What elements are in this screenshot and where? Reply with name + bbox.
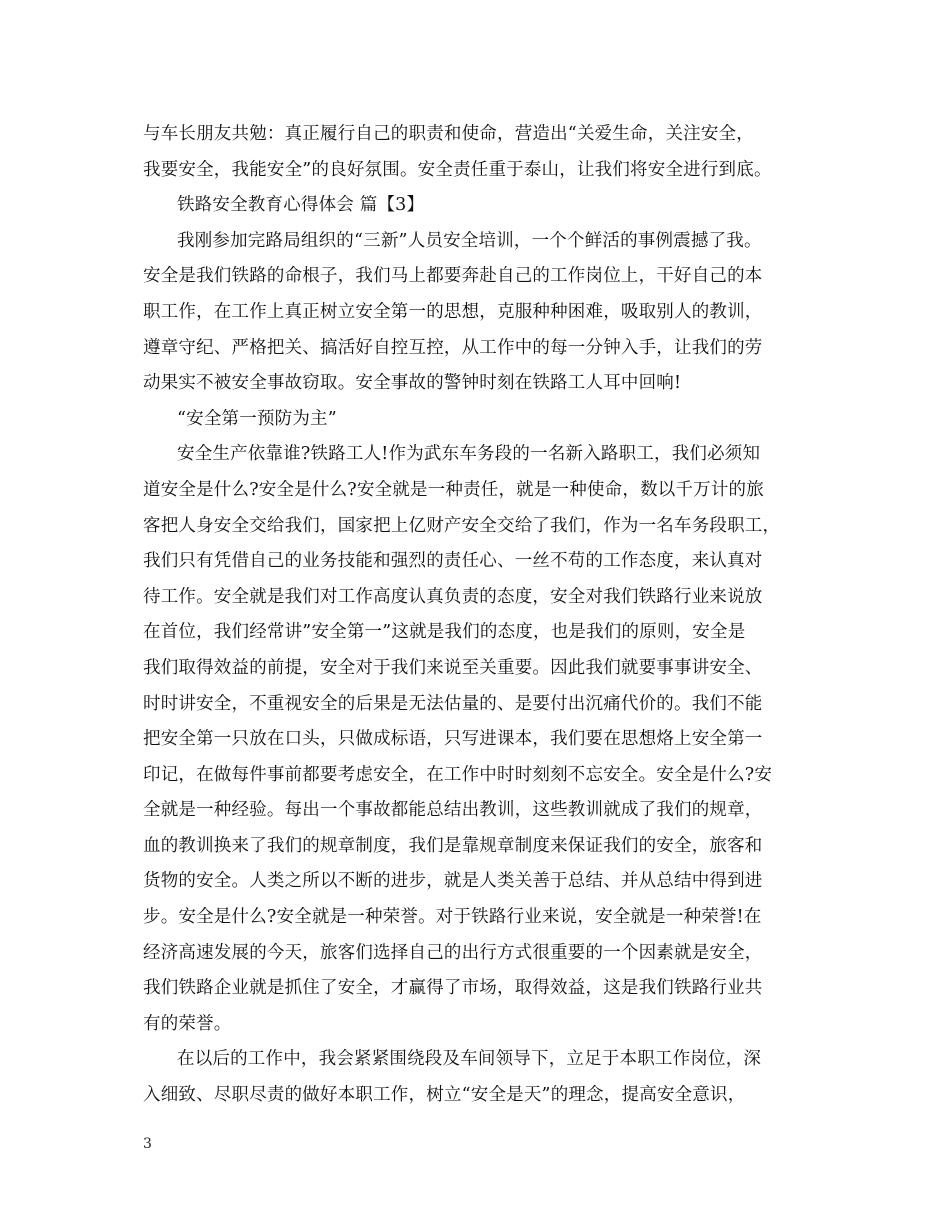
page-number: 3 [143,1136,152,1152]
text-line: 安全生产依靠谁?铁路工人!作为武东车务段的一名新入路职工，我们必须知 [177,444,761,465]
text-line: 在以后的工作中，我会紧紧围绕段及车间领导下，立足于本职工作岗位，深 [177,1049,762,1070]
text-line: 道安全是什么?安全是什么?安全就是一种责任，就是一种使命，数以千万计的旅 [143,479,764,500]
text-line: 时时讲安全，不重视安全的后果是无法估量的、是要付出沉痛代价的。我们不能 [143,693,763,714]
text-line: 血的教训换来了我们的规章制度，我们是靠规章制度来保证我们的安全，旅客和 [143,835,763,856]
text-line: 货物的安全。人类之所以不断的进步，就是人类关善于总结、并从总结中得到进 [143,871,763,892]
text-line: 我们取得效益的前提，安全对于我们来说至关重要。因此我们就要事事讲安全、 [143,657,763,678]
text-line: 有的荣誉。 [143,1013,232,1034]
text-line: 印记，在做每件事前都要考虑安全，在工作中时时刻刻不忘安全。安全是什么?安 [143,764,773,785]
text-line: 全就是一种经验。每出一个事故都能总结出教训，这些教训就成了我们的规章， [143,800,763,821]
section-heading: 铁路安全教育心得体会 篇【3】 [177,195,425,216]
text-line: 遵章守纪、严格把关、搞活好自控互控，从工作中的每一分钟入手，让我们的劳 [143,337,763,358]
text-line: 在首位，我们经常讲”安全第一”这就是我们的态度，也是我们的原则，安全是 [143,622,746,643]
text-line: 把安全第一只放在口头，只做成标语，只写进课本，我们要在思想烙上安全第一 [143,729,763,750]
text-line: 与车长朋友共勉：真正履行自己的职责和使命，营造出“关爱生命，关注安全， [143,124,754,144]
text-line: 我要安全，我能安全”的良好氛围。安全责任重于泰山，让我们将安全进行到底。 [143,159,772,180]
text-line: 我们铁路企业就是抓住了安全，才赢得了市场，取得效益，这是我们铁路行业共 [143,978,763,999]
text-line: 入细致、尽职尽责的做好本职工作，树立“安全是天”的理念，提高安全意识， [143,1085,746,1106]
slogan-line: “安全第一预防为主” [177,408,337,429]
text-line: 动果实不被安全事故窃取。安全事故的警钟时刻在铁路工人耳中回响! [143,373,682,394]
text-line: 待工作。安全就是我们对工作高度认真负责的态度，安全对我们铁路行业来说放 [143,586,763,607]
text-line: 我刚参加完路局组织的“三新”人员安全培训，一个个鲜活的事例震撼了我。 [177,230,762,251]
text-line: 步。安全是什么?安全就是一种荣誉。对于铁路行业来说，安全就是一种荣誉!在 [143,907,762,928]
document-body [143,117,815,1114]
text-line: 职工作，在工作上真正树立安全第一的思想，克服种种困难，吸取别人的教训， [143,301,763,322]
text-line: 客把人身安全交给我们，国家把上亿财产安全交给了我们，作为一名车务段职工， [143,515,781,536]
text-line: 经济高速发展的今天，旅客们选择自己的出行方式很重要的一个因素就是安全， [143,942,763,963]
text-line: 我们只有凭借自己的业务技能和强烈的责任心、一丝不苟的工作态度，来认真对 [143,551,763,572]
text-line: 安全是我们铁路的命根子，我们马上都要奔赴自己的工作岗位上，干好自己的本 [143,266,763,287]
